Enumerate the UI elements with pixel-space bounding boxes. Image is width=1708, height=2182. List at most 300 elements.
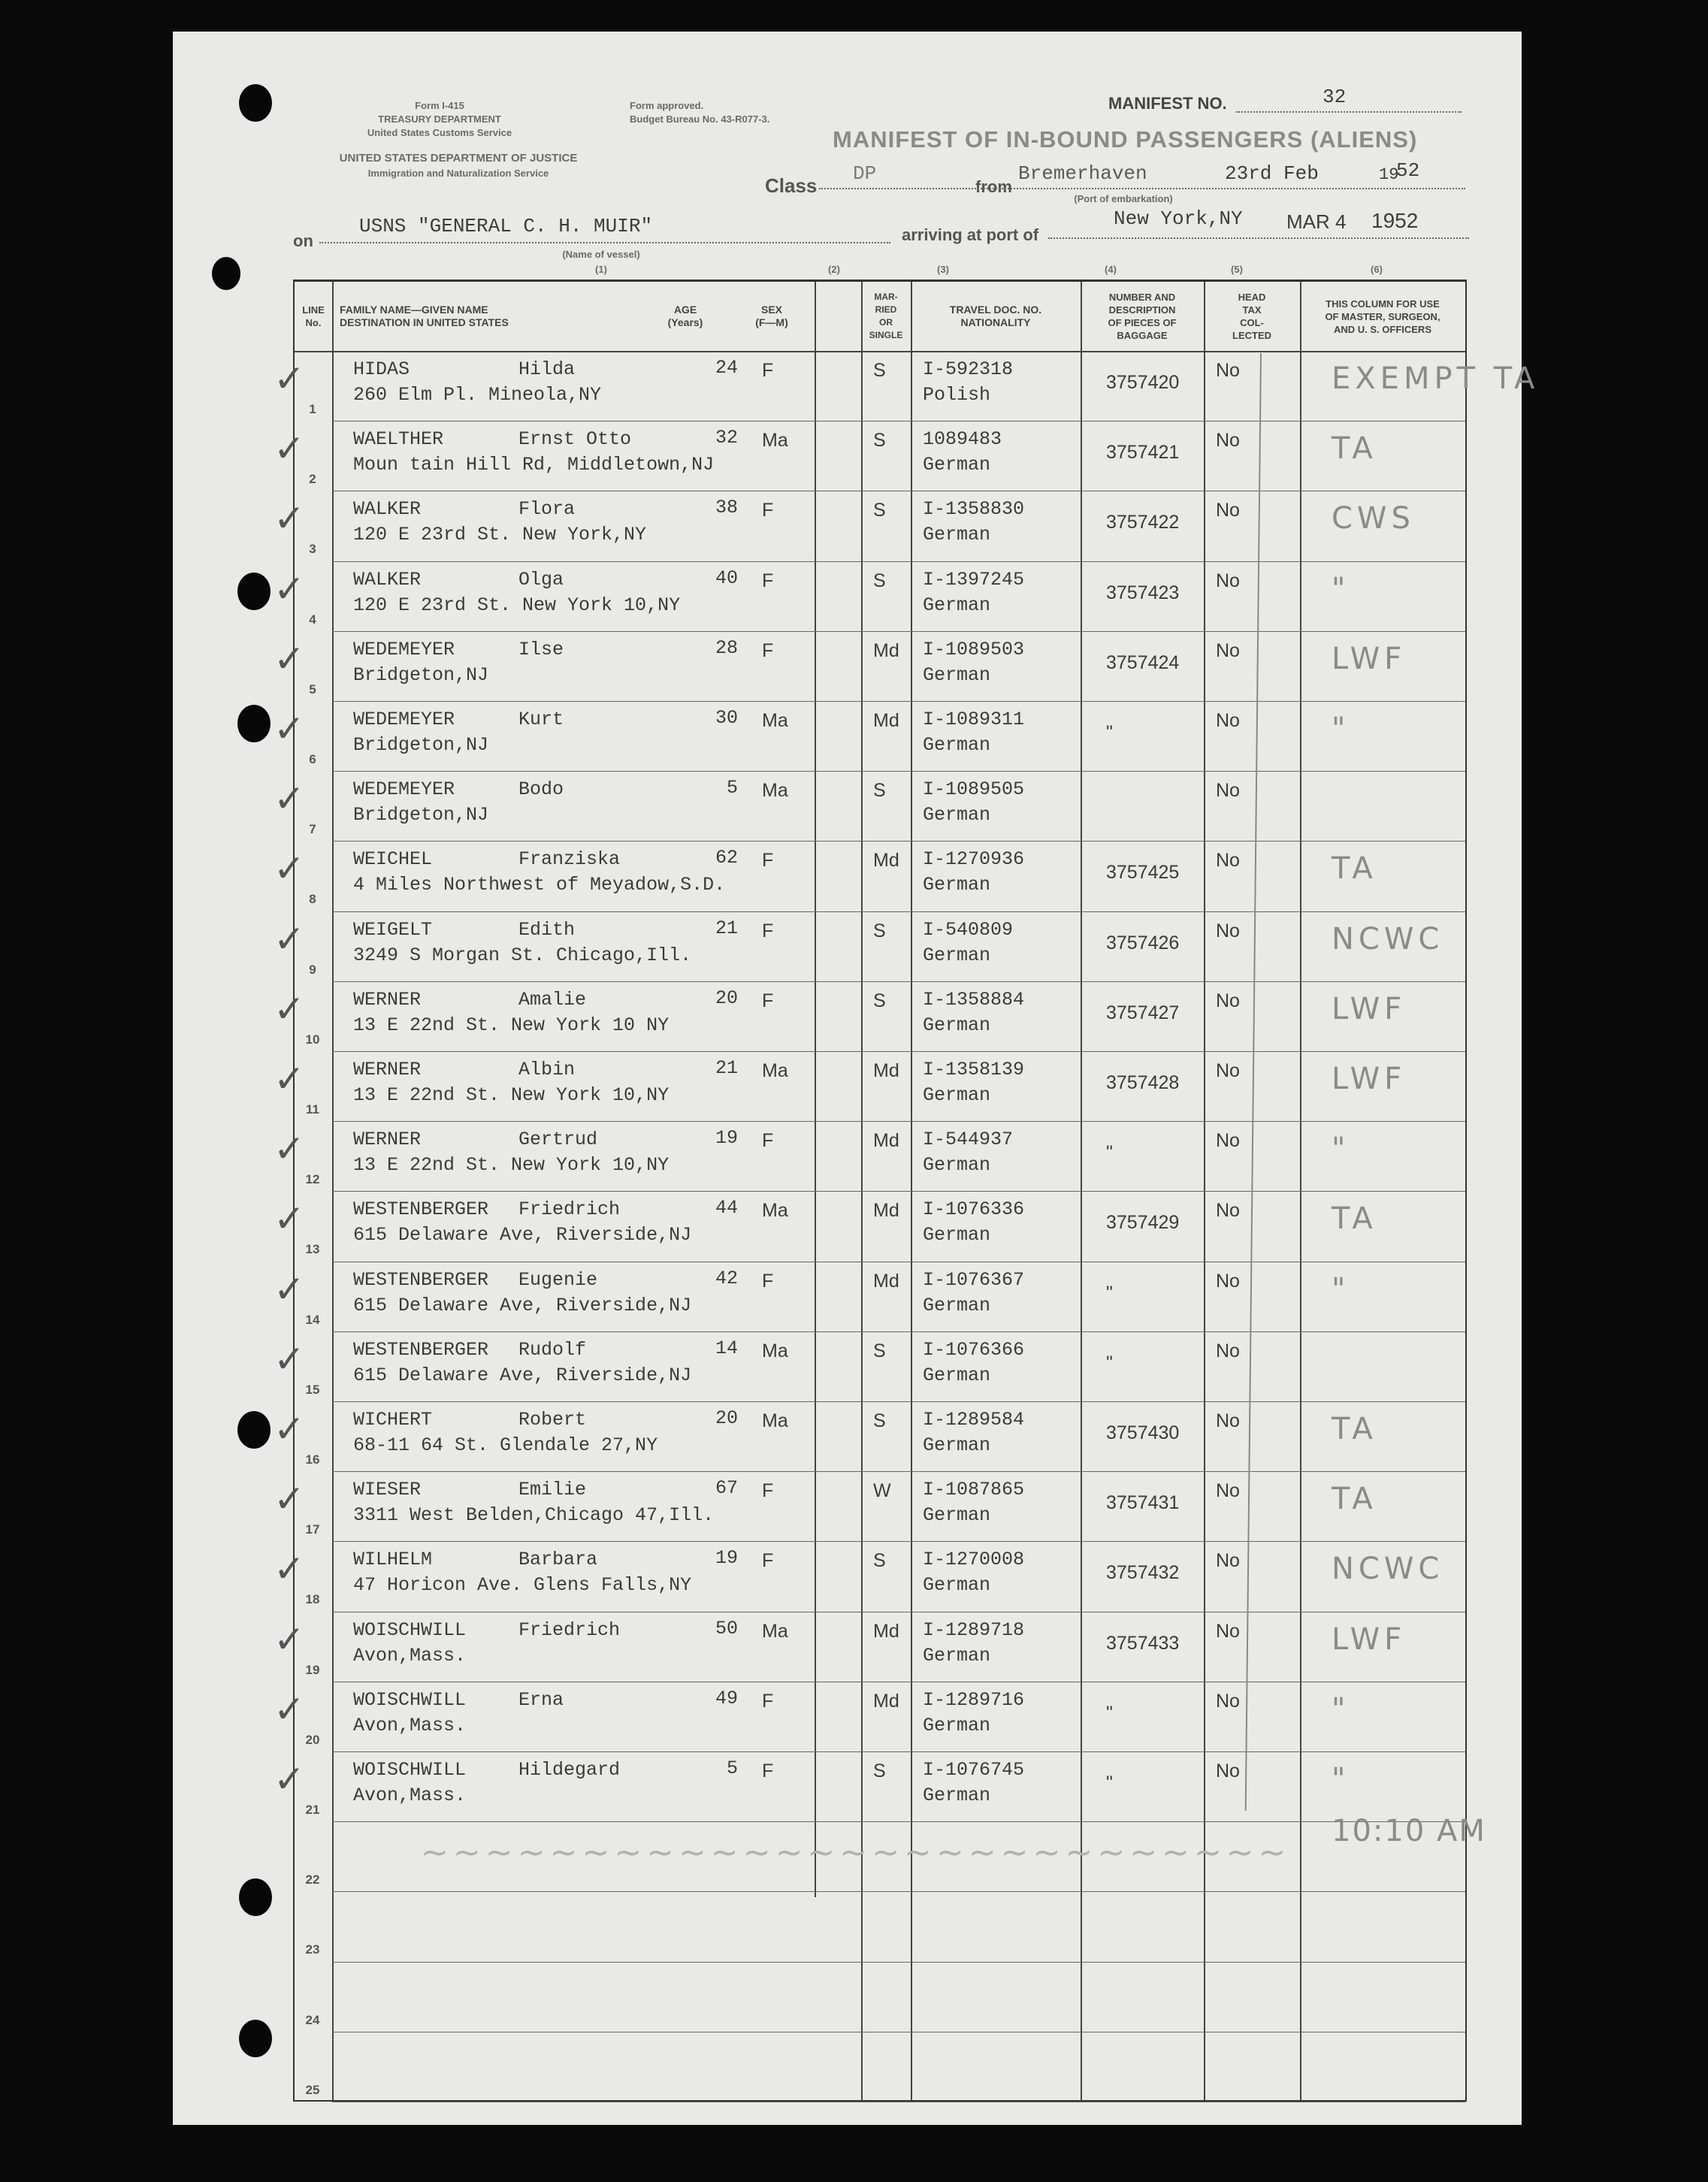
- marital-status: Md: [873, 850, 899, 872]
- officer-note: ": [1332, 571, 1350, 606]
- line-number: 17: [305, 1522, 320, 1537]
- officer-note: ": [1332, 1271, 1350, 1307]
- table-row: [274, 841, 1465, 911]
- binder-hole: [237, 1411, 271, 1449]
- check-mark-icon: ✓: [274, 847, 305, 891]
- embarkation-date: 23rd Feb: [1225, 162, 1319, 185]
- line-number: 19: [305, 1662, 320, 1677]
- baggage-number: ": [1106, 1702, 1113, 1724]
- travel-document-number: I-1289716: [923, 1688, 1025, 1711]
- check-mark-icon: ✓: [274, 427, 305, 471]
- sex: F: [762, 1130, 774, 1152]
- officer-note: TA: [1332, 851, 1377, 887]
- sex: F: [762, 1550, 774, 1572]
- marital-status: Md: [873, 639, 899, 661]
- officer-note: LWF: [1332, 1062, 1407, 1096]
- table-row: [274, 1471, 1465, 1541]
- destination: 615 Delaware Ave, Riverside,NJ: [353, 1224, 692, 1247]
- nationality: German: [923, 804, 991, 827]
- line-number: 4: [309, 612, 316, 627]
- check-mark-icon: ✓: [274, 357, 305, 400]
- marital-status: S: [873, 780, 886, 802]
- given-name: Albin: [518, 1059, 576, 1080]
- arrival-year: 1952: [1371, 209, 1419, 232]
- column-number-5: (5): [1231, 264, 1243, 275]
- travel-document-number: I-1358830: [923, 498, 1025, 521]
- table-row: [274, 1612, 1465, 1682]
- family-name: WOISCHWILL: [353, 1759, 467, 1781]
- table-row: [295, 1962, 1465, 2032]
- nationality: German: [923, 874, 991, 896]
- binder-hole: [239, 1878, 272, 1916]
- family-name: HIDAS: [353, 358, 410, 380]
- line-number: 12: [305, 1172, 320, 1187]
- age: 44: [715, 1197, 738, 1219]
- manifest-number-label: MANIFEST NO.: [1108, 94, 1227, 113]
- officer-note: 10:10 AM: [1332, 1814, 1486, 1849]
- baggage-number: ": [1106, 1142, 1113, 1164]
- officer-signature-scrawl: ~~~~~~~~~~~~~~~~~~~~~~~~~~~: [421, 1833, 1291, 1872]
- travel-document-number: 1089483: [923, 428, 1002, 451]
- binder-hole: [237, 705, 271, 742]
- header-line-no: LINE No.: [302, 304, 325, 328]
- age: 50: [715, 1617, 738, 1640]
- class-line: [819, 188, 1465, 189]
- given-name: Ilse: [518, 638, 564, 660]
- year-prefix: 19: [1379, 165, 1399, 184]
- table-row: [274, 981, 1465, 1051]
- officer-note: ": [1332, 1132, 1350, 1167]
- check-mark-icon: ✓: [274, 497, 305, 541]
- immigration-service: Immigration and Naturalization Service: [367, 168, 549, 179]
- table-row: [274, 1331, 1465, 1401]
- head-tax-collected: No: [1216, 1690, 1240, 1712]
- sex: F: [762, 1690, 774, 1712]
- head-tax-collected: No: [1216, 360, 1240, 381]
- age: 5: [726, 1757, 738, 1779]
- destination: 13 E 22nd St. New York 10,NY: [353, 1084, 670, 1106]
- age: 32: [715, 427, 738, 449]
- destination: 615 Delaware Ave, Riverside,NJ: [353, 1294, 692, 1316]
- marital-status: S: [873, 570, 886, 591]
- destination: 13 E 22nd St. New York 10,NY: [353, 1154, 670, 1177]
- travel-document-number: I-592318: [923, 358, 1014, 380]
- officer-note: LWF: [1332, 991, 1407, 1026]
- column-number-2: (2): [828, 264, 840, 275]
- head-tax-collected: No: [1216, 1200, 1240, 1222]
- nationality: German: [923, 734, 991, 756]
- line-number: 11: [306, 1102, 319, 1117]
- sex: Ma: [762, 1410, 788, 1431]
- travel-document-number: I-1076366: [923, 1338, 1025, 1361]
- age: 42: [715, 1267, 738, 1289]
- age: 19: [715, 1547, 738, 1570]
- officer-note: TA: [1332, 1412, 1377, 1446]
- given-name: Emilie: [518, 1479, 587, 1501]
- marital-status: S: [873, 920, 886, 941]
- arriving-label: arriving at port of: [902, 225, 1039, 244]
- table-row: [274, 421, 1465, 491]
- vessel-name: USNS "GENERAL C. H. MUIR": [359, 215, 653, 237]
- binder-hole: [239, 2020, 272, 2057]
- head-tax-collected: No: [1216, 920, 1240, 941]
- family-name: WEIGELT: [353, 918, 433, 941]
- head-tax-collected: No: [1216, 850, 1240, 872]
- line-number: 21: [305, 1803, 320, 1817]
- baggage-number: ": [1106, 1352, 1113, 1374]
- family-name: WALKER: [353, 568, 422, 591]
- head-tax-collected: No: [1216, 1760, 1240, 1782]
- table-row: [274, 1121, 1465, 1191]
- header-married: MAR- RIED OR SINGLE: [869, 292, 903, 340]
- table-row: [274, 1751, 1465, 1821]
- header-head-tax: HEAD TAX COL- LECTED: [1232, 292, 1271, 341]
- given-name: Edith: [518, 918, 576, 941]
- travel-document-number: I-1289718: [923, 1618, 1025, 1641]
- given-name: Hildegard: [518, 1759, 621, 1781]
- given-name: Olga: [518, 568, 564, 591]
- family-name: WEDEMEYER: [353, 638, 455, 660]
- sex: F: [762, 850, 774, 872]
- given-name: Franziska: [518, 848, 621, 871]
- arrival-line: [1048, 237, 1469, 239]
- nationality: German: [923, 454, 991, 476]
- baggage-number: 3757425: [1106, 862, 1180, 884]
- destination: Avon,Mass.: [353, 1644, 467, 1667]
- officer-note: LWF: [1332, 1621, 1407, 1657]
- line-number: 5: [309, 681, 316, 697]
- age: 67: [715, 1477, 738, 1500]
- baggage-number: 3757431: [1106, 1492, 1180, 1514]
- nationality: German: [923, 1574, 991, 1597]
- given-name: Hilda: [518, 358, 576, 380]
- age: 30: [715, 707, 738, 729]
- officer-note: TA: [1332, 1201, 1377, 1237]
- manifest-number: 32: [1323, 86, 1347, 108]
- line-number: 18: [305, 1592, 320, 1607]
- destination: Bridgeton,NJ: [353, 734, 489, 756]
- family-name: WIESER: [353, 1479, 422, 1501]
- column-number-4: (4): [1105, 264, 1117, 275]
- age: 38: [715, 497, 738, 519]
- nationality: German: [923, 1224, 991, 1247]
- line-number: 22: [305, 1872, 320, 1887]
- nationality: German: [923, 1644, 991, 1667]
- destination: 68-11 64 St. Glendale 27,NY: [353, 1434, 658, 1456]
- column-number-3: (3): [937, 264, 949, 275]
- age: 49: [715, 1687, 738, 1709]
- family-name: WICHERT: [353, 1409, 433, 1431]
- line-number: 9: [309, 962, 316, 977]
- sex: Ma: [762, 710, 788, 731]
- baggage-number: 3757427: [1106, 1002, 1180, 1023]
- table-row: [295, 1891, 1465, 1961]
- baggage-number: 3757423: [1106, 582, 1180, 603]
- vessel-column-number: (1): [595, 264, 607, 275]
- family-name: WAELTHER: [353, 428, 444, 451]
- table-row: [274, 561, 1465, 631]
- travel-document-number: I-1270008: [923, 1549, 1025, 1571]
- age: 21: [715, 1057, 738, 1079]
- check-mark-icon: ✓: [274, 1267, 305, 1311]
- nationality: German: [923, 1504, 991, 1527]
- marital-status: W: [873, 1480, 891, 1502]
- table-row: [274, 1191, 1465, 1261]
- sex: F: [762, 500, 774, 521]
- check-mark-icon: ✓: [274, 1547, 305, 1591]
- sex: F: [762, 360, 774, 381]
- age: 24: [715, 357, 738, 379]
- nationality: German: [923, 1714, 991, 1736]
- marital-status: S: [873, 1760, 886, 1782]
- given-name: Amalie: [518, 988, 587, 1011]
- on-label: on: [293, 231, 313, 250]
- age: 19: [715, 1127, 738, 1150]
- table-row: [274, 911, 1465, 981]
- sex: Ma: [762, 1200, 788, 1222]
- class-value: DP: [853, 162, 877, 185]
- marital-status: S: [873, 360, 886, 381]
- nationality: German: [923, 1154, 991, 1177]
- travel-document-number: I-544937: [923, 1129, 1014, 1151]
- check-mark-icon: ✓: [274, 777, 305, 821]
- arrival-date: MAR 4: [1286, 210, 1347, 233]
- check-mark-icon: ✓: [274, 1197, 305, 1241]
- family-name: WERNER: [353, 1059, 422, 1080]
- marital-status: S: [873, 500, 886, 521]
- destination: 615 Delaware Ave, Riverside,NJ: [353, 1364, 692, 1386]
- destination: Avon,Mass.: [353, 1714, 467, 1736]
- marital-status: S: [873, 1410, 886, 1431]
- baggage-number: 3757428: [1106, 1072, 1180, 1093]
- given-name: Bodo: [518, 778, 564, 801]
- officer-note: ": [1332, 712, 1350, 746]
- head-tax-collected: No: [1216, 430, 1240, 452]
- from-label: from: [975, 177, 1012, 196]
- family-name: WESTENBERGER: [353, 1268, 489, 1291]
- budget-bureau: Budget Bureau No. 43-R077-3.: [630, 113, 770, 125]
- nationality: Polish: [923, 384, 991, 406]
- given-name: Eugenie: [518, 1268, 598, 1291]
- marital-status: S: [873, 990, 886, 1011]
- line-number: 14: [305, 1312, 320, 1327]
- line-number: 3: [309, 542, 316, 557]
- table-row: [295, 2032, 1465, 2102]
- line-number: 25: [305, 2082, 320, 2097]
- port-of-embarkation: Bremerhaven: [1018, 162, 1147, 185]
- table-row: [274, 1262, 1465, 1331]
- header-baggage: NUMBER AND DESCRIPTION OF PIECES OF BAGGAGE: [1108, 292, 1177, 341]
- officer-note: NCWC: [1332, 1552, 1444, 1587]
- vessel-caption: (Name of vessel): [562, 249, 640, 260]
- marital-status: S: [873, 1550, 886, 1572]
- family-name: WALKER: [353, 498, 422, 521]
- destination: 4 Miles Northwest of Meyadow,S.D.: [353, 874, 726, 896]
- line-number: 8: [309, 892, 316, 907]
- marital-status: Md: [873, 1620, 899, 1642]
- given-name: Ernst Otto: [518, 428, 632, 451]
- destination: 260 Elm Pl. Mineola,NY: [353, 384, 602, 406]
- manifest-title: MANIFEST OF IN-BOUND PASSENGERS (ALIENS): [833, 126, 1418, 153]
- check-mark-icon: ✓: [274, 567, 305, 611]
- nationality: German: [923, 524, 991, 546]
- age: 28: [715, 636, 738, 659]
- treasury-department: TREASURY DEPARTMENT: [378, 113, 501, 125]
- travel-document-number: I-1397245: [923, 568, 1025, 591]
- header-travel-doc: TRAVEL DOC. NO. NATIONALITY: [949, 304, 1042, 328]
- nationality: German: [923, 1084, 991, 1106]
- destination: 120 E 23rd St. New York 10,NY: [353, 594, 681, 616]
- line-number: 23: [305, 1942, 320, 1957]
- marital-status: Md: [873, 710, 899, 731]
- line-number: 2: [309, 472, 316, 487]
- check-mark-icon: ✓: [274, 707, 305, 751]
- header-name-destination: FAMILY NAME—GIVEN NAME DESTINATION IN UNITED STATES: [340, 304, 509, 328]
- vessel-line: [319, 242, 890, 243]
- table-row: [274, 1541, 1465, 1611]
- table-row: [274, 351, 1540, 421]
- marital-status: Md: [873, 1690, 899, 1712]
- table-row: [274, 701, 1465, 771]
- line-number: 6: [309, 752, 316, 766]
- nationality: German: [923, 1364, 991, 1386]
- head-tax-collected: No: [1216, 570, 1240, 591]
- sex: Ma: [762, 1340, 788, 1361]
- travel-document-number: I-1358884: [923, 988, 1025, 1011]
- nationality: German: [923, 663, 991, 686]
- age: 20: [715, 987, 738, 1009]
- officer-note: CWS: [1332, 501, 1415, 536]
- destination: Bridgeton,NJ: [353, 663, 489, 686]
- sex: F: [762, 1480, 774, 1502]
- baggage-number: 3757422: [1106, 512, 1180, 533]
- head-tax-collected: No: [1216, 1480, 1240, 1502]
- check-mark-icon: ✓: [274, 1337, 305, 1381]
- given-name: Gertrud: [518, 1129, 598, 1151]
- nationality: German: [923, 1785, 991, 1806]
- travel-document-number: I-540809: [923, 918, 1014, 941]
- table-row: [274, 1051, 1465, 1121]
- check-mark-icon: ✓: [274, 1057, 305, 1101]
- sex: F: [762, 920, 774, 941]
- family-name: WERNER: [353, 1129, 422, 1151]
- sex: F: [762, 990, 774, 1011]
- passenger-table: [274, 280, 1540, 2102]
- head-tax-collected: No: [1216, 710, 1240, 731]
- destination: 120 E 23rd St. New York,NY: [353, 524, 647, 546]
- binder-hole: [237, 573, 271, 610]
- baggage-number: ": [1106, 1282, 1113, 1304]
- baggage-number: 3757429: [1106, 1212, 1180, 1234]
- head-tax-collected: No: [1216, 1620, 1240, 1642]
- travel-document-number: I-1076745: [923, 1759, 1025, 1781]
- table-row: [274, 631, 1465, 701]
- class-label: Class: [765, 174, 818, 197]
- form-number: Form I-415: [415, 100, 464, 111]
- line-number: 16: [305, 1452, 320, 1467]
- marital-status: Md: [873, 1060, 899, 1081]
- port-of-arrival: New York,NY: [1114, 207, 1243, 230]
- family-name: WOISCHWILL: [353, 1618, 467, 1641]
- check-mark-icon: ✓: [274, 1407, 305, 1451]
- destination: 3249 S Morgan St. Chicago,Ill.: [353, 944, 692, 966]
- line-number: 7: [309, 822, 316, 837]
- family-name: WESTENBERGER: [353, 1198, 489, 1221]
- given-name: Erna: [518, 1688, 564, 1711]
- baggage-number: 3757421: [1106, 442, 1180, 464]
- sex: Ma: [762, 1620, 788, 1642]
- check-mark-icon: ✓: [274, 1127, 305, 1171]
- given-name: Friedrich: [518, 1618, 621, 1641]
- binder-hole: [239, 84, 272, 122]
- port-embarkation-caption: (Port of embarkation): [1074, 193, 1173, 204]
- travel-document-number: I-1089503: [923, 638, 1025, 660]
- given-name: Kurt: [518, 709, 564, 730]
- header-sex: SEX (F—M): [755, 304, 788, 328]
- sex: F: [762, 1270, 774, 1292]
- head-tax-collected: No: [1216, 1060, 1240, 1081]
- table-row: [274, 1401, 1465, 1471]
- header-age: AGE (Years): [667, 304, 703, 328]
- family-name: WESTENBERGER: [353, 1338, 489, 1361]
- sex: F: [762, 1760, 774, 1782]
- nationality: German: [923, 1434, 991, 1456]
- sex: Ma: [762, 1060, 788, 1081]
- line-number: 1: [309, 402, 316, 416]
- customs-service: United States Customs Service: [367, 127, 512, 138]
- check-mark-icon: ✓: [274, 1477, 305, 1522]
- check-mark-icon: ✓: [274, 1617, 305, 1661]
- officer-note: EXEMPT TA: [1332, 361, 1540, 396]
- family-name: WOISCHWILL: [353, 1688, 467, 1711]
- destination: 13 E 22nd St. New York 10 NY: [353, 1014, 670, 1036]
- check-mark-icon: ✓: [274, 1757, 305, 1801]
- family-name: WERNER: [353, 988, 422, 1011]
- head-tax-collected: No: [1216, 1270, 1240, 1292]
- head-tax-collected: No: [1216, 500, 1240, 521]
- travel-document-number: I-1076367: [923, 1268, 1025, 1291]
- head-tax-collected: No: [1216, 1550, 1240, 1572]
- marital-status: Md: [873, 1200, 899, 1222]
- marital-status: S: [873, 430, 886, 452]
- officer-note: ": [1332, 1762, 1350, 1797]
- destination: 3311 West Belden,Chicago 47,Ill.: [353, 1504, 715, 1527]
- marital-status: S: [873, 1340, 886, 1361]
- head-tax-collected: No: [1216, 639, 1240, 661]
- form-approved: Form approved.: [630, 100, 704, 111]
- line-number: 24: [305, 2012, 320, 2027]
- marital-status: Md: [873, 1270, 899, 1292]
- destination: Bridgeton,NJ: [353, 804, 489, 827]
- baggage-number: ": [1106, 1772, 1113, 1794]
- manifest-number-line: [1236, 111, 1462, 113]
- officer-note: TA: [1332, 431, 1377, 467]
- column-number-6: (6): [1371, 264, 1383, 275]
- age: 14: [715, 1337, 738, 1359]
- head-tax-collected: No: [1216, 780, 1240, 802]
- officer-note: NCWC: [1332, 921, 1444, 957]
- head-tax-collected: No: [1216, 1410, 1240, 1431]
- family-name: WEDEMEYER: [353, 778, 455, 801]
- travel-document-number: I-1270936: [923, 848, 1025, 871]
- check-mark-icon: ✓: [274, 987, 305, 1031]
- given-name: Rudolf: [518, 1338, 587, 1361]
- baggage-number: 3757433: [1106, 1632, 1180, 1654]
- travel-document-number: I-1089311: [923, 709, 1025, 730]
- age: 21: [715, 917, 738, 939]
- baggage-number: ": [1106, 722, 1113, 743]
- line-number: 20: [305, 1732, 320, 1747]
